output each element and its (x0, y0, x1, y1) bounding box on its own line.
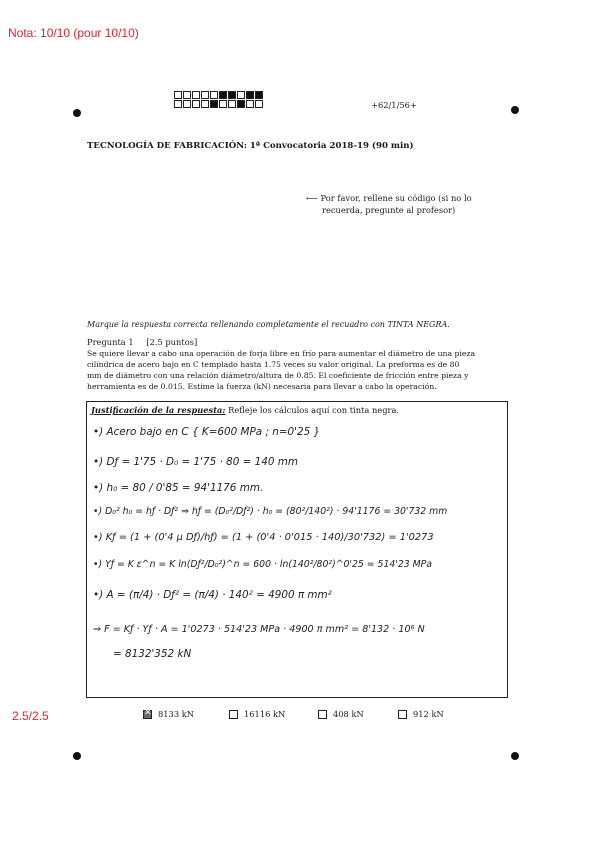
question-header (87, 337, 197, 348)
grade-note: Nota: 10/10 (pour 10/10) (8, 26, 139, 40)
handwritten-line: •) Acero bajo en C { K=600 MPa ; n=0'25 } (93, 426, 321, 438)
question-label: Pregunta 1 (87, 337, 134, 347)
answer-option[interactable] (229, 709, 285, 719)
question-score: 2.5/2.5 (12, 709, 49, 723)
exam-code-id: +62/1/56+ (371, 100, 417, 110)
handwritten-line: = 8132'352 kN (113, 648, 192, 660)
instruction: Marque la respuesta correcta rellenando completamente el recuadro con TINTA NEGRA. (87, 320, 450, 329)
justification-hint: Refleje los cálculos aquí con tinta negra. (228, 405, 400, 415)
justification-header (91, 405, 399, 416)
justification-box[interactable] (86, 401, 508, 698)
student-code-grid[interactable] (174, 91, 263, 108)
checkbox-icon[interactable] (318, 710, 327, 719)
handwritten-line: ⇒ F = Kƒ · Yƒ · A = 1'0273 · 514'23 MPa · 4900 π mm² = 8'132 · 10⁶ N (93, 624, 425, 635)
answer-option[interactable] (143, 709, 194, 719)
handwritten-line: •) A = (π/4) · Dƒ² = (π/4) · 140² = 4900 π mm² (93, 589, 332, 601)
exam-title: TECNOLOGÍA DE FABRICACIÓN: 1ª Convocatoria 2018-19 (90 min) (87, 141, 414, 151)
answer-option[interactable] (318, 709, 364, 719)
answer-option-label: 408 kN (333, 709, 364, 719)
code-hint-line-1: ⟵ Por favor, rellene su código (si no lo (306, 193, 472, 203)
handwritten-line: •) Kƒ = (1 + (0'4 μ Dƒ)/hƒ) = (1 + (0'4 · 0'015 · 140)/30'732) = 1'0273 (93, 532, 434, 543)
registration-mark (511, 106, 519, 114)
justification-label: Justificación de la respuesta: (91, 405, 226, 415)
handwritten-line: •) h₀ = 80 / 0'85 = 94'1176 mm. (93, 482, 264, 494)
checkbox-icon[interactable] (398, 710, 407, 719)
answer-option-label: 912 kN (413, 709, 444, 719)
question-line: herramienta es de 0.015. Estime la fuerza (kN) necesaria para llevar a cabo la operación. (87, 382, 437, 391)
registration-mark (73, 109, 81, 117)
question-text (87, 348, 507, 392)
question-line: Se quiere llevar a cabo una operación de forja libre en frío para aumentar el diámetro de una pieza (87, 349, 476, 358)
question-line: mm de diámetro con una relación diámetro/altura de 0.85. El coeficiente de fricción entre pieza y (87, 371, 469, 380)
handwritten-line: •) D₀² h₀ = hƒ · Dƒ² ⇒ hƒ = (D₀²/Dƒ²) · h₀ = (80²/140²) · 94'1176 = 30'732 mm (93, 506, 448, 517)
checked-checkbox-icon[interactable] (143, 710, 152, 719)
registration-mark (73, 752, 81, 760)
code-hint-line-2: recuerda, pregunte al profesor) (322, 205, 456, 215)
question-points: [2.5 puntos] (146, 337, 198, 347)
handwritten-line: •) Yƒ = K ε^n = K ln(Dƒ²/D₀²)^n = 600 · ln(140²/80²)^0'25 = 514'23 MPa (93, 559, 432, 570)
answer-option-label: 16116 kN (244, 709, 286, 719)
answer-option-label: 8133 kN (158, 709, 195, 719)
registration-mark (511, 752, 519, 760)
answer-option[interactable] (398, 709, 444, 719)
handwritten-line: •) Dƒ = 1'75 · D₀ = 1'75 · 80 = 140 mm (93, 456, 299, 468)
checkbox-icon[interactable] (229, 710, 238, 719)
question-line: cilíndrica de acero bajo en C templado hasta 1.75 veces su valor original. La preforma es de 80 (87, 360, 460, 369)
